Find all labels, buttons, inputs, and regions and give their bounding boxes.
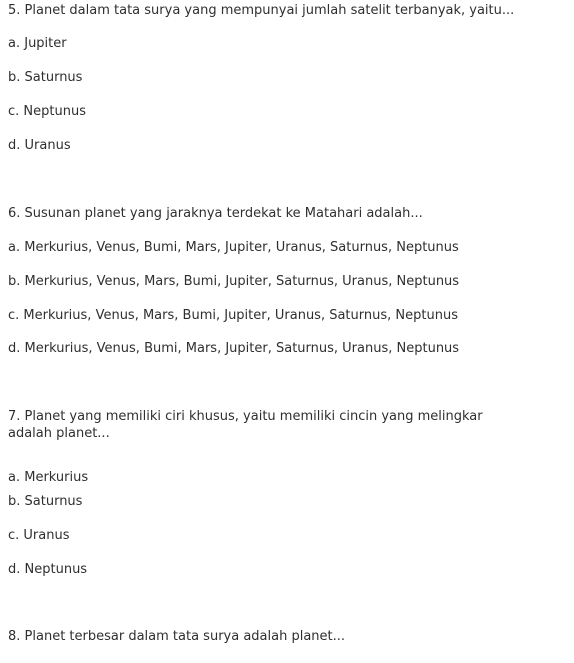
question-7-option-d: d. Neptunus xyxy=(8,562,88,577)
question-5-option-c: c. Neptunus xyxy=(8,104,86,119)
question-7-option-c: c. Uranus xyxy=(8,528,70,543)
question-7-option-b: b. Saturnus xyxy=(8,494,83,509)
question-7-option-a: a. Merkurius xyxy=(8,470,89,485)
question-5-option-a: a. Jupiter xyxy=(8,36,67,51)
question-5-option-d: d. Uranus xyxy=(8,138,71,153)
question-5-text: 5. Planet dalam tata surya yang mempunyai jumlah satelit terbanyak, yaitu... xyxy=(8,3,515,18)
question-6-option-a: a. Merkurius, Venus, Bumi, Mars, Jupiter, Uranus, Saturnus, Neptunus xyxy=(8,240,459,255)
question-7-text: 7. Planet yang memiliki ciri khusus, yaitu memiliki cincin yang melingkar adalah planet... xyxy=(8,409,483,441)
question-5-option-b: b. Saturnus xyxy=(8,70,83,85)
question-6-option-d: d. Merkurius, Venus, Bumi, Mars, Jupiter, Saturnus, Uranus, Neptunus xyxy=(8,341,460,356)
question-8-text: 8. Planet terbesar dalam tata surya adalah planet... xyxy=(8,629,346,644)
question-6-option-b: b. Merkurius, Venus, Mars, Bumi, Jupiter, Saturnus, Uranus, Neptunus xyxy=(8,274,460,289)
question-6-option-c: c. Merkurius, Venus, Mars, Bumi, Jupiter, Uranus, Saturnus, Neptunus xyxy=(8,308,458,323)
question-6-text: 6. Susunan planet yang jaraknya terdekat ke Matahari adalah... xyxy=(8,206,423,221)
